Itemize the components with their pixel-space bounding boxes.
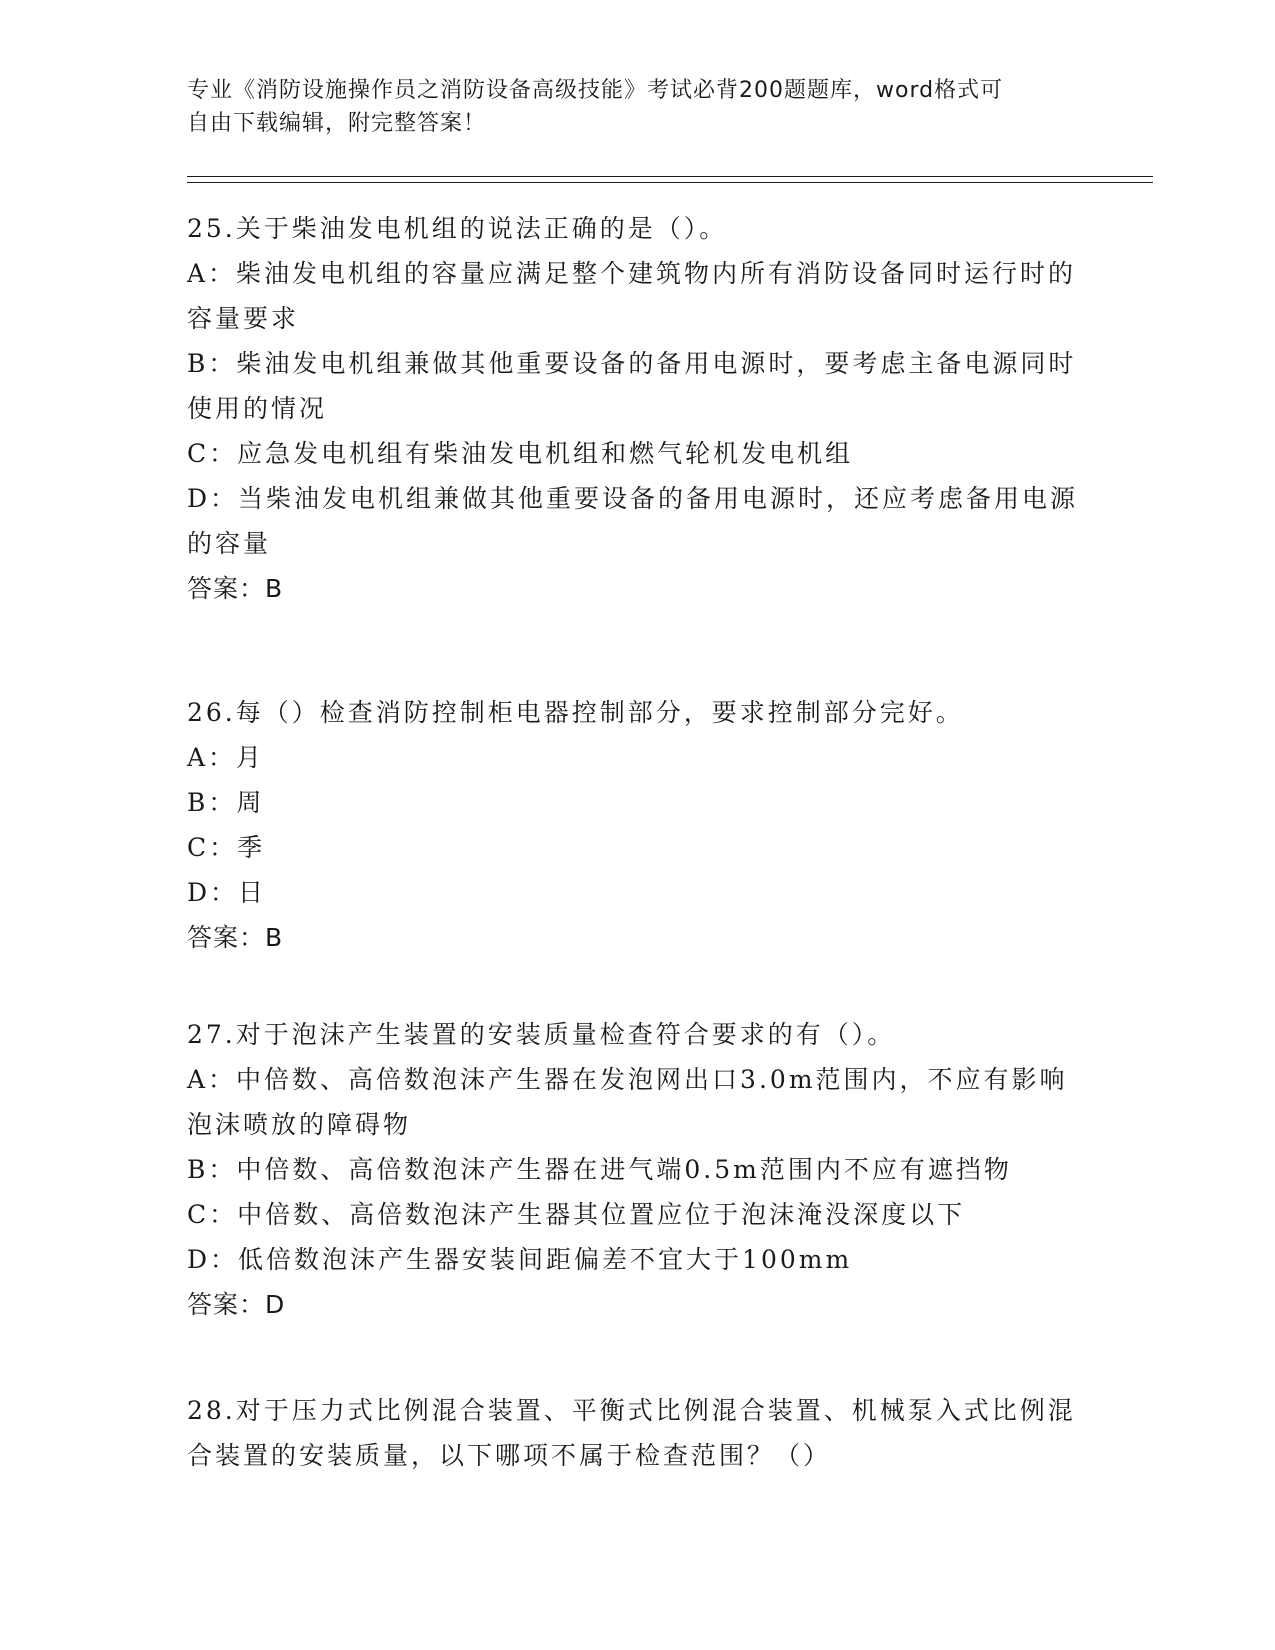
option-b: B：柴油发电机组兼做其他重要设备的备用电源时，要考虑主备电源同时使用的情况 — [187, 349, 1077, 423]
header-line-2: 自由下载编辑，附完整答案！ — [187, 111, 487, 136]
question-26 — [187, 690, 1087, 960]
option-d: D：当柴油发电机组兼做其他重要设备的备用电源时，还应考虑备用电源的容量 — [187, 484, 1079, 558]
answer: 答案：B — [187, 574, 284, 603]
question-stem: 26.每（）检查消防控制柜电器控制部分，要求控制部分完好。 — [187, 698, 964, 727]
header-divider-bottom — [187, 182, 1153, 183]
question-27 — [187, 1012, 1087, 1327]
question-25 — [187, 206, 1087, 611]
header-divider-top — [187, 176, 1153, 177]
option-d: D：低倍数泡沫产生器安装间距偏差不宜大于100mm — [187, 1245, 853, 1274]
option-a: A：中倍数、高倍数泡沫产生器在发泡网出口3.0m范围内，不应有影响泡沫喷放的障碍物 — [187, 1065, 1068, 1139]
question-28 — [187, 1388, 1087, 1478]
document-header — [187, 74, 1067, 140]
option-b: B：中倍数、高倍数泡沫产生器在进气端0.5m范围内不应有遮挡物 — [187, 1155, 1012, 1184]
question-stem: 25.关于柴油发电机组的说法正确的是（）。 — [187, 214, 728, 243]
question-stem: 28.对于压力式比例混合装置、平衡式比例混合装置、机械泵入式比例混合装置的安装质量，以下哪项不属于检查范围？（） — [187, 1396, 1076, 1470]
answer: 答案：D — [187, 1290, 286, 1319]
option-c: C：中倍数、高倍数泡沫产生器其位置应位于泡沫淹没深度以下 — [187, 1200, 966, 1229]
option-a: A：月 — [187, 743, 265, 772]
option-c: C：应急发电机组有柴油发电机组和燃气轮机发电机组 — [187, 439, 854, 468]
option-b: B：周 — [187, 788, 265, 817]
question-stem: 27.对于泡沫产生装置的安装质量检查符合要求的有（）。 — [187, 1020, 896, 1049]
option-d: D：日 — [187, 878, 267, 907]
option-c: C：季 — [187, 833, 266, 862]
answer: 答案：B — [187, 923, 284, 952]
option-a: A：柴油发电机组的容量应满足整个建筑物内所有消防设备同时运行时的容量要求 — [187, 259, 1077, 333]
header-line-1: 专业《消防设施操作员之消防设备高级技能》考试必背200题题库，word格式可 — [187, 78, 1004, 103]
